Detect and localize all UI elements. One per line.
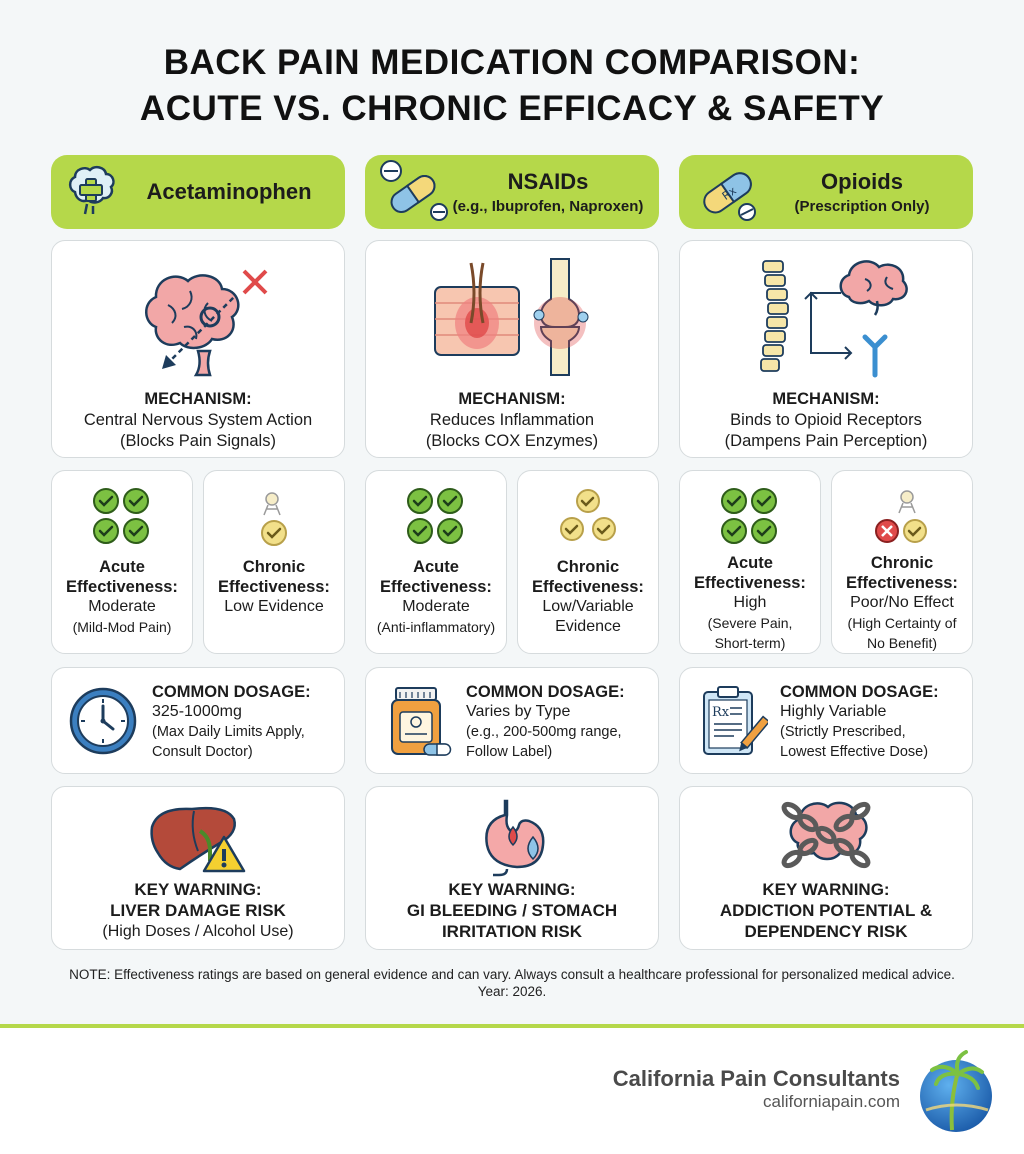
mechanism-line-2: (Blocks Pain Signals) xyxy=(120,432,276,450)
mechanism-card-nsaids xyxy=(365,240,659,458)
palm-tree-globe-icon xyxy=(918,1050,998,1139)
effectiveness-rating: Low Evidence xyxy=(224,598,324,615)
three-yellow-checks-icon xyxy=(556,485,620,549)
title-line-1: BACK PAIN MEDICATION COMPARISON: xyxy=(163,43,861,82)
liver-warning-icon xyxy=(146,797,250,875)
warning-note: IRRITATION RISK xyxy=(441,922,583,941)
svg-text:Rx: Rx xyxy=(719,183,739,203)
mechanism-line-2: (Blocks COX Enzymes) xyxy=(425,432,599,450)
header-title: NSAIDs xyxy=(507,169,589,194)
dosage-line-2: (Max Daily Limits Apply, xyxy=(152,724,305,740)
brand-url[interactable]: californiapain.com xyxy=(762,1092,900,1111)
header-acetaminophen xyxy=(51,155,345,229)
warning-label: KEY WARNING: xyxy=(448,880,576,899)
effectiveness-rating: High xyxy=(733,594,767,611)
header-title: Acetaminophen xyxy=(146,179,312,204)
prescription-clipboard-icon xyxy=(694,684,768,765)
effectiveness-note: (Anti-inflammatory) xyxy=(376,619,496,635)
effectiveness-note: (High Certainty of xyxy=(847,615,957,631)
page-title xyxy=(0,40,1024,132)
effectiveness-note: (Mild-Mod Pain) xyxy=(72,619,172,635)
effectiveness-rating: Moderate xyxy=(88,598,156,615)
brain-signal-blocked-icon xyxy=(118,253,278,381)
warning-risk: GI BLEEDING / STOMACH xyxy=(406,901,618,920)
dosage-line-3: Consult Doctor) xyxy=(152,744,253,760)
pill-bottle-icon xyxy=(380,684,454,765)
dosage-label: COMMON DOSAGE: xyxy=(466,683,625,701)
rx-capsule-icon xyxy=(691,158,763,227)
dosage-line-1: 325-1000mg xyxy=(152,703,242,720)
effectiveness-label: Acute Effectiveness: xyxy=(380,558,492,596)
dosage-line-1: Highly Variable xyxy=(780,703,887,720)
effectiveness-note: (Severe Pain, xyxy=(707,615,793,631)
header-nsaids xyxy=(365,155,659,229)
dosage-card-acetaminophen xyxy=(51,667,345,774)
dosage-card-opioids xyxy=(679,667,973,774)
warning-card-acetaminophen xyxy=(51,786,345,950)
single-yellow-check-icon xyxy=(242,485,306,549)
dosage-line-1: Varies by Type xyxy=(466,703,571,720)
four-green-checks-icon xyxy=(718,485,782,549)
note-line-1: NOTE: Effectiveness ratings are based on general evidence and can vary. Always consult a healthcare professional for personalized medical advice. xyxy=(69,967,955,982)
header-title: Opioids xyxy=(821,169,903,194)
warning-label: KEY WARNING: xyxy=(134,880,262,899)
four-green-checks-icon xyxy=(404,485,468,549)
effectiveness-label: Chronic Effectiveness: xyxy=(846,554,958,592)
warning-risk: LIVER DAMAGE RISK xyxy=(110,901,286,920)
x-and-yellow-check-icon xyxy=(867,485,937,549)
dosage-label: COMMON DOSAGE: xyxy=(780,683,939,701)
disclaimer-note xyxy=(0,966,1024,1000)
effectiveness-note: Evidence xyxy=(555,618,621,635)
pill-capsule-icon xyxy=(377,158,449,227)
mechanism-label: MECHANISM: xyxy=(144,390,252,408)
dosage-line-2: (Strictly Prescribed, xyxy=(780,724,906,740)
mechanism-line-1: Reduces Inflammation xyxy=(429,411,595,429)
chained-brain-icon xyxy=(776,797,876,875)
note-line-2: Year: 2026. xyxy=(477,984,547,999)
title-line-2: ACUTE VS. CHRONIC EFFICACY & SAFETY xyxy=(139,89,885,128)
chronic-card-nsaids xyxy=(517,470,659,654)
header-opioids xyxy=(679,155,973,229)
acute-card-nsaids xyxy=(365,470,507,654)
header-subtitle: (e.g., Ibuprofen, Naproxen) xyxy=(452,198,644,215)
effectiveness-note-2: No Benefit) xyxy=(866,635,938,651)
chronic-card-acetaminophen xyxy=(203,470,345,654)
mechanism-card-acetaminophen xyxy=(51,240,345,458)
mechanism-line-2: (Dampens Pain Perception) xyxy=(724,432,928,450)
dosage-label: COMMON DOSAGE: xyxy=(152,683,311,701)
dosage-line-3: Follow Label) xyxy=(466,744,553,760)
dosage-card-nsaids xyxy=(365,667,659,774)
svg-text:Rx: Rx xyxy=(712,705,730,720)
effectiveness-note-2: Short-term) xyxy=(714,635,786,651)
mechanism-line-1: Binds to Opioid Receptors xyxy=(730,411,922,429)
acute-card-opioids xyxy=(679,470,821,654)
effectiveness-label: Chronic Effectiveness: xyxy=(218,558,330,596)
clock-icon xyxy=(66,684,140,763)
warning-risk: ADDICTION POTENTIAL & xyxy=(719,901,933,920)
acute-card-acetaminophen xyxy=(51,470,193,654)
dosage-line-3: Lowest Effective Dose) xyxy=(780,744,929,760)
chronic-card-opioids xyxy=(831,470,973,654)
effectiveness-label: Acute Effectiveness: xyxy=(694,554,806,592)
mechanism-label: MECHANISM: xyxy=(772,390,880,408)
effectiveness-rating: Poor/No Effect xyxy=(850,594,954,611)
warning-label: KEY WARNING: xyxy=(762,880,890,899)
spine-brain-receptor-icon xyxy=(741,253,911,381)
header-subtitle: (Prescription Only) xyxy=(794,198,930,215)
mechanism-label: MECHANISM: xyxy=(458,390,566,408)
mechanism-line-1: Central Nervous System Action xyxy=(83,411,313,429)
brain-plus-icon xyxy=(63,162,125,223)
effectiveness-rating: Moderate xyxy=(402,598,470,615)
dosage-line-2: (e.g., 200-500mg range, xyxy=(466,724,622,740)
stomach-bleeding-icon xyxy=(467,797,557,875)
four-green-checks-icon xyxy=(90,485,154,549)
effectiveness-rating: Low/Variable xyxy=(542,598,634,615)
inflamed-joint-icon xyxy=(427,253,597,381)
warning-card-nsaids xyxy=(365,786,659,950)
warning-note: (High Doses / Alcohol Use) xyxy=(102,923,294,940)
mechanism-card-opioids xyxy=(679,240,973,458)
effectiveness-label: Chronic Effectiveness: xyxy=(532,558,644,596)
warning-note: DEPENDENCY RISK xyxy=(744,922,908,941)
effectiveness-label: Acute Effectiveness: xyxy=(66,558,178,596)
brand-name: California Pain Consultants xyxy=(612,1066,900,1091)
warning-card-opioids xyxy=(679,786,973,950)
